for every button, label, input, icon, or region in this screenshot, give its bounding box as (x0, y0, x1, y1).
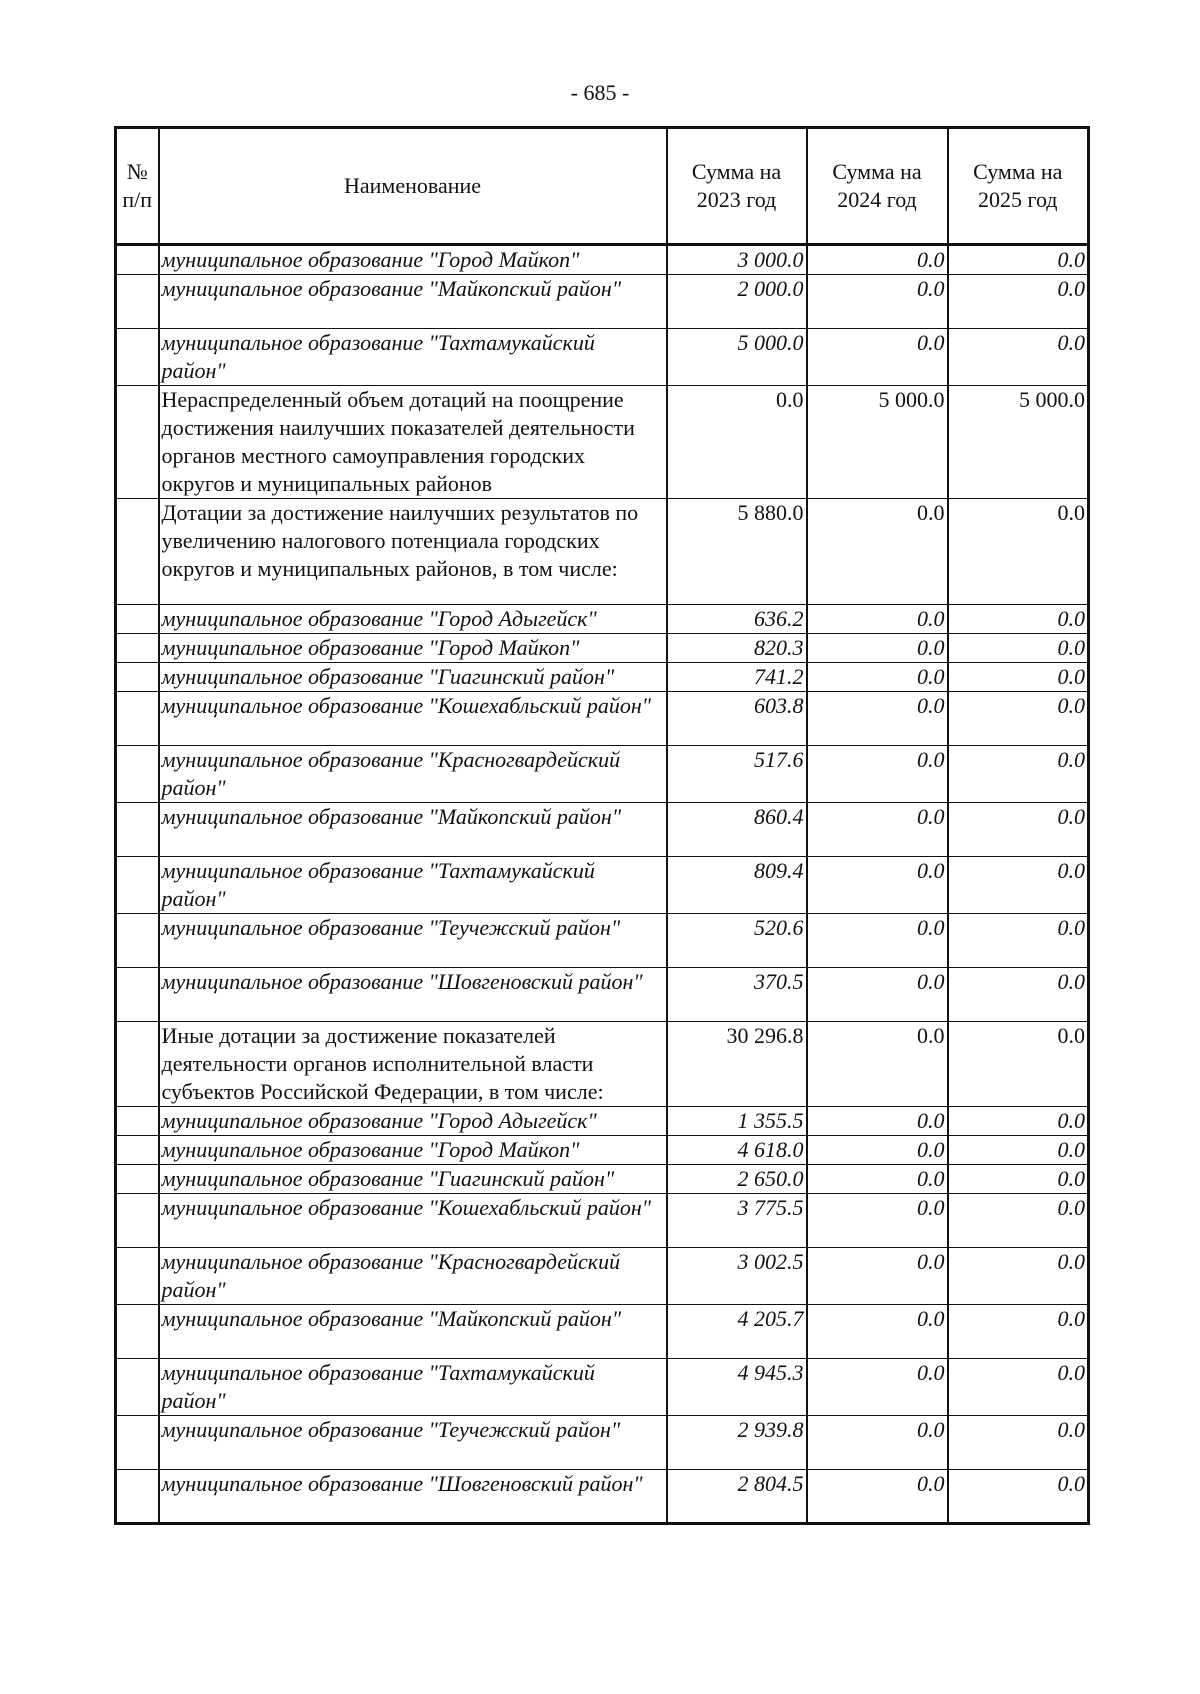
row-sum-2023-cell: 741.2 (667, 663, 807, 692)
row-sum-2023-cell: 517.6 (667, 746, 807, 803)
row-name-cell: муниципальное образование "Город Майкоп" (159, 1136, 667, 1165)
table-row (116, 499, 1089, 605)
row-sum-2024-cell: 0.0 (807, 1136, 948, 1165)
table-header-row (116, 128, 1089, 245)
row-sum-2024-cell: 0.0 (807, 1022, 948, 1107)
row-name-cell: муниципальное образование "Город Майкоп" (159, 634, 667, 663)
table-row (116, 914, 1089, 968)
row-name-cell: муниципальное образование "Город Адыгейск" (159, 605, 667, 634)
row-name-cell: муниципальное образование "Город Майкоп" (159, 245, 667, 275)
table-row (116, 1359, 1089, 1416)
row-sum-2025-cell: 0.0 (948, 746, 1089, 803)
row-number-cell (116, 663, 159, 692)
row-number-cell (116, 803, 159, 857)
row-number-cell (116, 857, 159, 914)
row-sum-2023-cell: 820.3 (667, 634, 807, 663)
table-row (116, 329, 1089, 386)
row-sum-2024-cell: 0.0 (807, 914, 948, 968)
row-name-cell: муниципальное образование "Майкопский район" (159, 803, 667, 857)
row-number-cell (116, 605, 159, 634)
row-sum-2023-cell: 3 000.0 (667, 245, 807, 275)
row-name-cell: муниципальное образование "Тахтамукайский район" (159, 329, 667, 386)
row-sum-2024-cell: 0.0 (807, 329, 948, 386)
row-sum-2023-cell: 520.6 (667, 914, 807, 968)
row-sum-2023-cell: 2 650.0 (667, 1165, 807, 1194)
row-sum-2025-cell: 0.0 (948, 245, 1089, 275)
table-row (116, 275, 1089, 329)
row-sum-2023-cell: 809.4 (667, 857, 807, 914)
row-name-cell: муниципальное образование "Город Адыгейск" (159, 1107, 667, 1136)
row-name-cell: Дотации за достижение наилучших результатов по увеличению налогового потенциала городских округов и муниципальных районов, в том числе: (159, 499, 667, 605)
row-sum-2024-cell: 0.0 (807, 803, 948, 857)
row-number-cell (116, 1470, 159, 1524)
row-name-cell: Нераспределенный объем дотаций на поощрение достижения наилучших показателей деятельности органов местного самоуправления городских округов и муниципальных районов (159, 386, 667, 499)
table-row (116, 634, 1089, 663)
row-sum-2025-cell: 0.0 (948, 275, 1089, 329)
table-row (116, 663, 1089, 692)
row-name-cell: муниципальное образование "Гиагинский район" (159, 663, 667, 692)
row-sum-2024-cell: 0.0 (807, 968, 948, 1022)
row-sum-2025-cell: 0.0 (948, 1107, 1089, 1136)
row-sum-2025-cell: 0.0 (948, 968, 1089, 1022)
row-sum-2025-cell: 0.0 (948, 634, 1089, 663)
row-sum-2024-cell: 0.0 (807, 499, 948, 605)
row-number-cell (116, 746, 159, 803)
row-name-cell: муниципальное образование "Кошехабльский район" (159, 1194, 667, 1248)
row-sum-2023-cell: 603.8 (667, 692, 807, 746)
row-sum-2023-cell: 0.0 (667, 386, 807, 499)
row-sum-2025-cell: 0.0 (948, 692, 1089, 746)
row-number-cell (116, 1359, 159, 1416)
table-row (116, 857, 1089, 914)
row-number-cell (116, 1022, 159, 1107)
row-sum-2025-cell: 0.0 (948, 1305, 1089, 1359)
table-row (116, 1470, 1089, 1524)
table-row (116, 1022, 1089, 1107)
row-sum-2023-cell: 5 880.0 (667, 499, 807, 605)
row-sum-2023-cell: 2 939.8 (667, 1416, 807, 1470)
row-number-cell (116, 692, 159, 746)
row-sum-2023-cell: 636.2 (667, 605, 807, 634)
row-number-cell (116, 386, 159, 499)
table-row (116, 803, 1089, 857)
row-sum-2024-cell: 0.0 (807, 746, 948, 803)
row-sum-2024-cell: 0.0 (807, 1194, 948, 1248)
row-number-cell (116, 634, 159, 663)
row-name-cell: муниципальное образование "Красногвардейский район" (159, 1248, 667, 1305)
row-sum-2024-cell: 0.0 (807, 692, 948, 746)
row-sum-2024-cell: 0.0 (807, 1416, 948, 1470)
table-row (116, 1107, 1089, 1136)
row-sum-2024-cell: 0.0 (807, 1470, 948, 1524)
row-sum-2025-cell: 5 000.0 (948, 386, 1089, 499)
row-name-cell: муниципальное образование "Шовгеновский район" (159, 968, 667, 1022)
row-sum-2023-cell: 370.5 (667, 968, 807, 1022)
row-sum-2023-cell: 4 205.7 (667, 1305, 807, 1359)
table-row (116, 1194, 1089, 1248)
table-body (116, 245, 1089, 1524)
table-row (116, 692, 1089, 746)
row-sum-2024-cell: 5 000.0 (807, 386, 948, 499)
table-row (116, 245, 1089, 275)
row-number-cell (116, 1107, 159, 1136)
budget-table (114, 126, 1090, 1525)
row-name-cell: Иные дотации за достижение показателей деятельности органов исполнительной власти субъектов Российской Федерации, в том числе: (159, 1022, 667, 1107)
table-row (116, 968, 1089, 1022)
row-name-cell: муниципальное образование "Теучежский район" (159, 1416, 667, 1470)
header-sum-2025: Сумма на 2025 год (948, 128, 1089, 245)
row-sum-2024-cell: 0.0 (807, 1248, 948, 1305)
row-number-cell (116, 499, 159, 605)
row-sum-2023-cell: 2 000.0 (667, 275, 807, 329)
row-sum-2024-cell: 0.0 (807, 857, 948, 914)
row-sum-2024-cell: 0.0 (807, 245, 948, 275)
header-number: № п/п (116, 128, 159, 245)
header-sum-2024: Сумма на 2024 год (807, 128, 948, 245)
row-name-cell: муниципальное образование "Майкопский район" (159, 1305, 667, 1359)
table-row (116, 386, 1089, 499)
row-sum-2025-cell: 0.0 (948, 1136, 1089, 1165)
row-sum-2025-cell: 0.0 (948, 914, 1089, 968)
row-name-cell: муниципальное образование "Тахтамукайский район" (159, 857, 667, 914)
row-sum-2025-cell: 0.0 (948, 1165, 1089, 1194)
table-row (116, 605, 1089, 634)
row-name-cell: муниципальное образование "Майкопский район" (159, 275, 667, 329)
header-name: Наименование (159, 128, 667, 245)
row-sum-2025-cell: 0.0 (948, 803, 1089, 857)
row-sum-2024-cell: 0.0 (807, 275, 948, 329)
row-sum-2023-cell: 30 296.8 (667, 1022, 807, 1107)
row-name-cell: муниципальное образование "Кошехабльский район" (159, 692, 667, 746)
row-sum-2025-cell: 0.0 (948, 663, 1089, 692)
row-sum-2023-cell: 2 804.5 (667, 1470, 807, 1524)
row-sum-2025-cell: 0.0 (948, 1416, 1089, 1470)
table-row (116, 1305, 1089, 1359)
row-number-cell (116, 968, 159, 1022)
row-sum-2025-cell: 0.0 (948, 1359, 1089, 1416)
row-number-cell (116, 1165, 159, 1194)
row-number-cell (116, 1194, 159, 1248)
row-sum-2025-cell: 0.0 (948, 1194, 1089, 1248)
row-number-cell (116, 329, 159, 386)
table-row (116, 1136, 1089, 1165)
row-sum-2025-cell: 0.0 (948, 1470, 1089, 1524)
row-sum-2025-cell: 0.0 (948, 605, 1089, 634)
row-sum-2023-cell: 4 945.3 (667, 1359, 807, 1416)
row-number-cell (116, 1305, 159, 1359)
row-sum-2024-cell: 0.0 (807, 1107, 948, 1136)
row-name-cell: муниципальное образование "Теучежский район" (159, 914, 667, 968)
row-sum-2025-cell: 0.0 (948, 329, 1089, 386)
row-sum-2024-cell: 0.0 (807, 1359, 948, 1416)
row-sum-2025-cell: 0.0 (948, 1022, 1089, 1107)
header-sum-2023: Сумма на 2023 год (667, 128, 807, 245)
row-sum-2025-cell: 0.0 (948, 1248, 1089, 1305)
row-number-cell (116, 245, 159, 275)
row-sum-2023-cell: 3 002.5 (667, 1248, 807, 1305)
page-number: - 685 - (570, 80, 630, 105)
row-number-cell (116, 914, 159, 968)
row-number-cell (116, 1248, 159, 1305)
table-row (116, 1248, 1089, 1305)
table-row (116, 746, 1089, 803)
table-row (116, 1416, 1089, 1470)
row-number-cell (116, 275, 159, 329)
row-number-cell (116, 1136, 159, 1165)
row-number-cell (116, 1416, 159, 1470)
row-sum-2023-cell: 5 000.0 (667, 329, 807, 386)
row-sum-2025-cell: 0.0 (948, 499, 1089, 605)
row-name-cell: муниципальное образование "Тахтамукайский район" (159, 1359, 667, 1416)
row-name-cell: муниципальное образование "Шовгеновский район" (159, 1470, 667, 1524)
row-sum-2024-cell: 0.0 (807, 1305, 948, 1359)
row-sum-2023-cell: 3 775.5 (667, 1194, 807, 1248)
table-row (116, 1165, 1089, 1194)
row-sum-2023-cell: 4 618.0 (667, 1136, 807, 1165)
row-sum-2023-cell: 1 355.5 (667, 1107, 807, 1136)
row-sum-2024-cell: 0.0 (807, 663, 948, 692)
row-sum-2024-cell: 0.0 (807, 634, 948, 663)
row-name-cell: муниципальное образование "Красногвардейский район" (159, 746, 667, 803)
row-sum-2023-cell: 860.4 (667, 803, 807, 857)
row-name-cell: муниципальное образование "Гиагинский район" (159, 1165, 667, 1194)
row-sum-2024-cell: 0.0 (807, 1165, 948, 1194)
row-sum-2024-cell: 0.0 (807, 605, 948, 634)
row-sum-2025-cell: 0.0 (948, 857, 1089, 914)
